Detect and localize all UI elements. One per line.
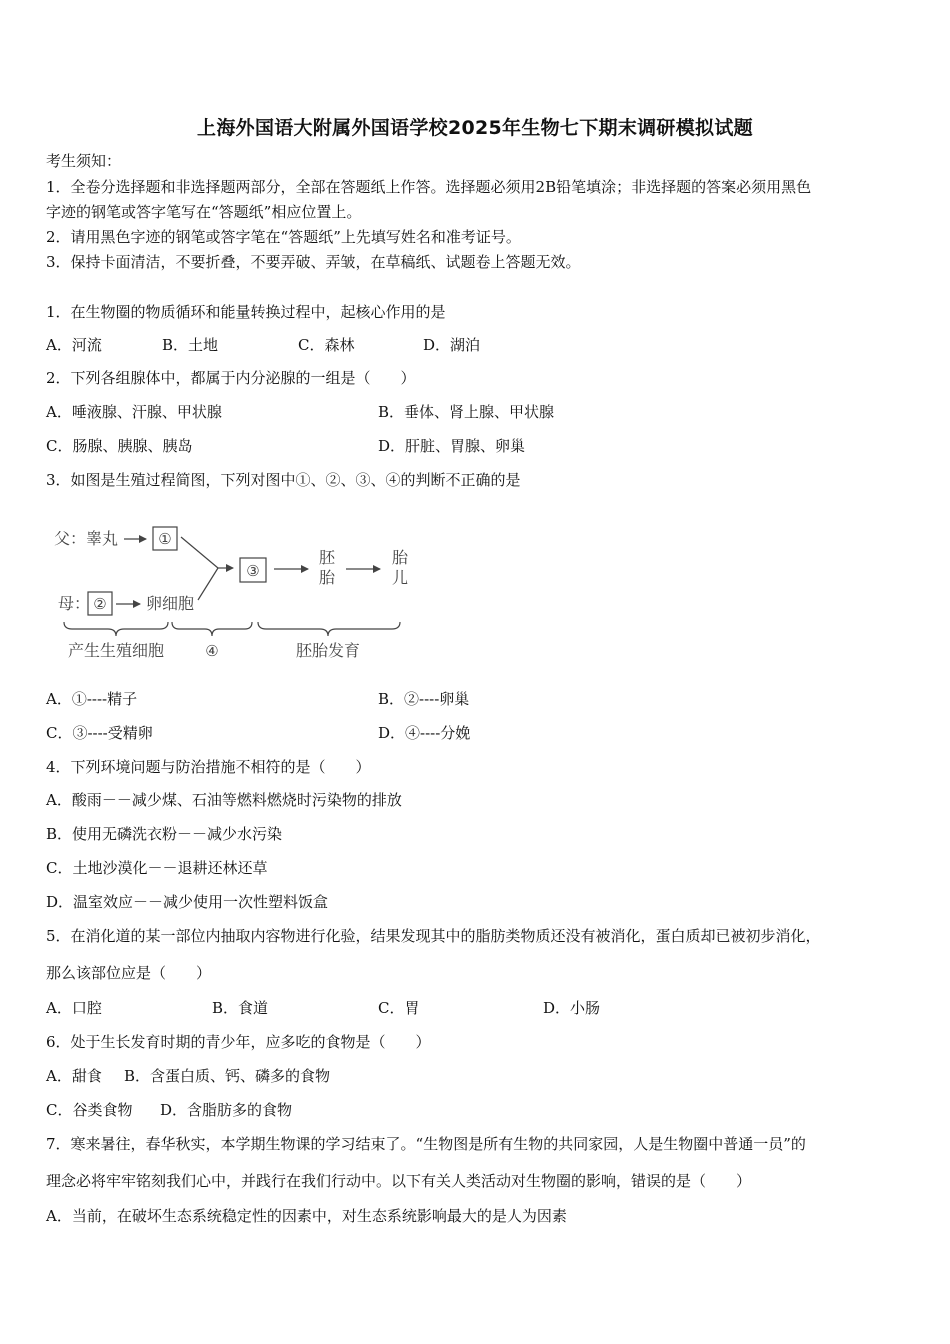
q1-option-c: C．森林 <box>298 336 355 354</box>
notice-line: 字迹的钢笔或答字笔写在“答题纸”相应位置上。 <box>46 203 362 221</box>
q6-option-d: D．含脂肪多的食物 <box>160 1101 293 1119</box>
q4-option-b: B．使用无磷洗衣粉－－减少水污染 <box>46 825 283 843</box>
q5-option-d: D．小肠 <box>543 999 601 1017</box>
q6-option-b: B．含蛋白质、钙、磷多的食物 <box>124 1067 331 1085</box>
question-4-stem: 4．下列环境问题与防治措施不相符的是（ ） <box>46 758 371 776</box>
brace-label-3: 胚胎发育 <box>295 641 361 660</box>
q3-option-a: A．①----精子 <box>46 690 138 708</box>
merge-line-bottom <box>198 568 218 600</box>
question-5-stem-cont: 那么该部位应是（ ） <box>46 964 212 982</box>
q4-option-d: D．温室效应－－减少使用一次性塑料饭盒 <box>46 893 329 911</box>
q3-option-b: B．②----卵巢 <box>378 690 470 708</box>
brace-3 <box>258 622 400 636</box>
q2-option-a: A．唾液腺、汗腺、甲状腺 <box>46 403 222 421</box>
q2-option-d: D．肝脏、胃腺、卵巢 <box>378 437 526 455</box>
q5-option-b: B．食道 <box>212 999 269 1017</box>
q1-option-d: D．湖泊 <box>423 336 481 354</box>
brace-2 <box>172 622 252 636</box>
page-title: 上海外国语大附属外国语学校2025年生物七下期末调研模拟试题 <box>197 117 753 139</box>
q6-option-a: A．甜食 <box>46 1067 102 1085</box>
fetus-label-top: 胎 <box>392 548 409 567</box>
father-label: 父：睾丸 <box>54 529 119 548</box>
mother-label: 母： <box>58 594 91 613</box>
q7-option-a: A．当前，在破坏生态系统稳定性的因素中，对生态系统影响最大的是人为因素 <box>46 1207 567 1225</box>
q5-option-c: C．胃 <box>378 999 420 1017</box>
embryo-label-bottom: 胎 <box>319 568 336 587</box>
notice-line: 1．全卷分选择题和非选择题两部分，全部在答题纸上作答。选择题必须用2B铅笔填涂；非选择题的答案必须用黑色 <box>46 178 812 196</box>
reproduction-diagram <box>50 518 420 668</box>
notice-line: 2．请用黑色字迹的钢笔或答字笔在“答题纸”上先填写姓名和准考证号。 <box>46 228 521 246</box>
brace-label-1: 产生生殖细胞 <box>67 641 165 660</box>
merge-line-top <box>181 537 218 568</box>
notice-heading: 考生须知： <box>46 152 122 170</box>
box-1-label: ① <box>158 530 172 548</box>
q3-option-c: C．③----受精卵 <box>46 724 153 742</box>
question-5-stem: 5．在消化道的某一部位内抽取内容物进行化验，结果发现其中的脂肪类物质还没有被消化，蛋白质却已被初步消化， <box>46 927 821 945</box>
q4-option-a: A．酸雨－－减少煤、石油等燃料燃烧时污染物的排放 <box>46 791 402 809</box>
question-7-stem: 7．寒来暑往，春华秋实，本学期生物课的学习结束了。“生物图是所有生物的共同家园，人是生物圈中普通一员”的 <box>46 1135 806 1153</box>
q4-option-c: C．土地沙漠化－－退耕还林还草 <box>46 859 268 877</box>
question-7-stem-cont: 理念必将牢牢铭刻我们心中，并践行在我们行动中。以下有关人类活动对生物圈的影响，错误的是（ ） <box>46 1172 752 1190</box>
box-3-label: ③ <box>246 562 260 580</box>
question-1-stem: 1．在生物圈的物质循环和能量转换过程中，起核心作用的是 <box>46 303 446 321</box>
notice-line: 3．保持卡面清洁，不要折叠，不要弄破、弄皱，在草稿纸、试题卷上答题无效。 <box>46 253 581 271</box>
brace-label-2: ④ <box>205 642 219 660</box>
question-2-stem: 2．下列各组腺体中，都属于内分泌腺的一组是（ ） <box>46 369 416 387</box>
egg-label: 卵细胞 <box>146 594 195 613</box>
q1-option-a: A．河流 <box>46 336 102 354</box>
embryo-label-top: 胚 <box>319 548 336 567</box>
q5-option-a: A．口腔 <box>46 999 102 1017</box>
q2-option-b: B．垂体、肾上腺、甲状腺 <box>378 403 555 421</box>
q1-option-b: B．土地 <box>162 336 219 354</box>
box-2-label: ② <box>93 595 107 613</box>
brace-1 <box>64 622 168 636</box>
q2-option-c: C．肠腺、胰腺、胰岛 <box>46 437 193 455</box>
fetus-label-bottom: 儿 <box>392 568 409 587</box>
question-3-stem: 3．如图是生殖过程简图，下列对图中①、②、③、④的判断不正确的是 <box>46 471 521 489</box>
q6-option-c: C．谷类食物 <box>46 1101 133 1119</box>
question-6-stem: 6．处于生长发育时期的青少年，应多吃的食物是（ ） <box>46 1033 431 1051</box>
q3-option-d: D．④----分娩 <box>378 724 471 742</box>
